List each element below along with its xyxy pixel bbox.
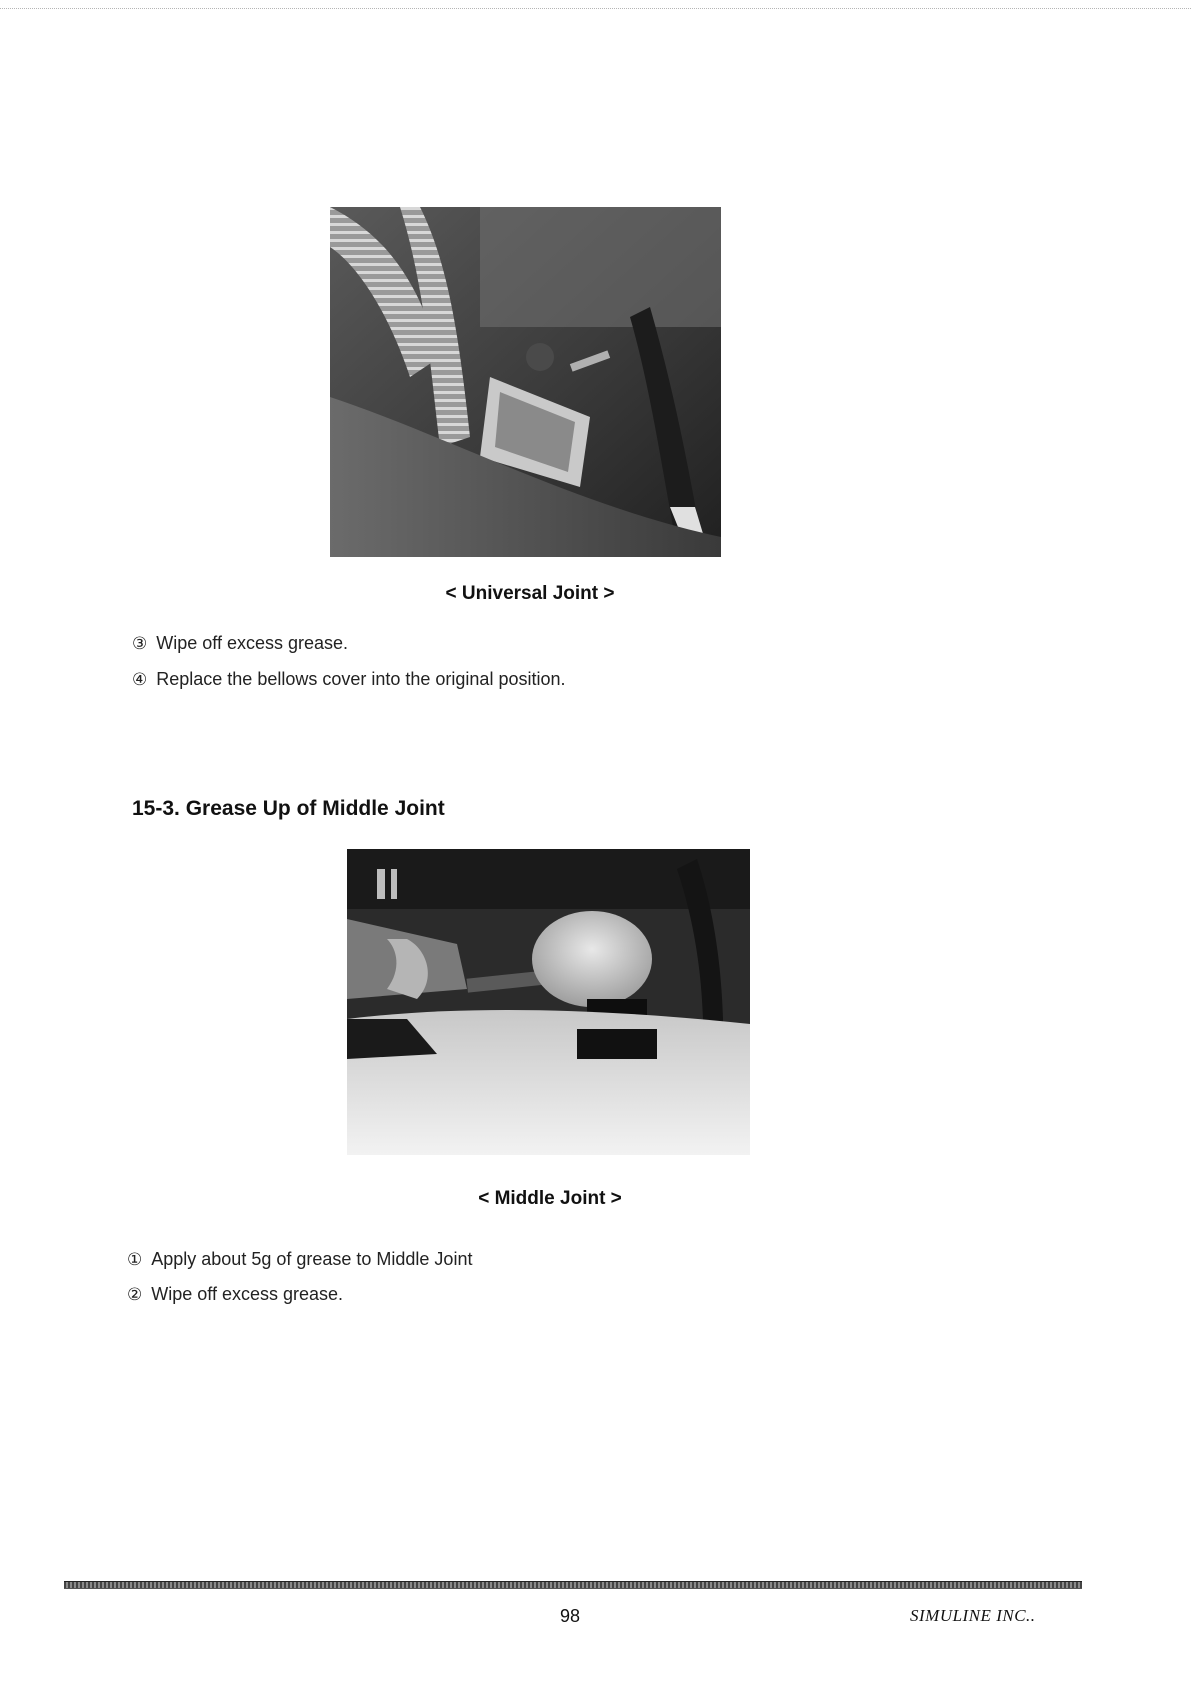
step-number: ① — [127, 1250, 143, 1270]
universal-joint-photo — [330, 207, 721, 557]
company-name: SIMULINE INC.. — [910, 1606, 1036, 1625]
step-text: Replace the bellows cover into the original position. — [156, 669, 566, 689]
step-apply-grease — [127, 1249, 472, 1270]
step-number: ④ — [132, 670, 148, 690]
middle-joint-image — [347, 849, 750, 1155]
middle-joint-caption: < Middle Joint > — [478, 1188, 622, 1209]
footer-rule — [64, 1581, 1082, 1589]
step-number: ② — [127, 1285, 143, 1305]
section-heading: 15-3. Grease Up of Middle Joint — [132, 797, 445, 820]
step-wipe-grease — [132, 633, 348, 654]
universal-joint-caption: < Universal Joint > — [445, 583, 615, 604]
step-wipe-grease-2 — [127, 1284, 343, 1305]
page-number: 98 — [560, 1606, 581, 1626]
step-text: Wipe off excess grease. — [151, 1284, 344, 1304]
middle-joint-photo — [347, 849, 750, 1155]
step-number: ③ — [132, 634, 148, 654]
top-dotted-rule — [0, 8, 1191, 9]
step-text: Apply about 5g of grease to Middle Joint — [151, 1249, 473, 1269]
step-text: Wipe off excess grease. — [156, 633, 349, 653]
step-replace-bellows — [132, 669, 566, 690]
universal-joint-image — [330, 207, 721, 557]
